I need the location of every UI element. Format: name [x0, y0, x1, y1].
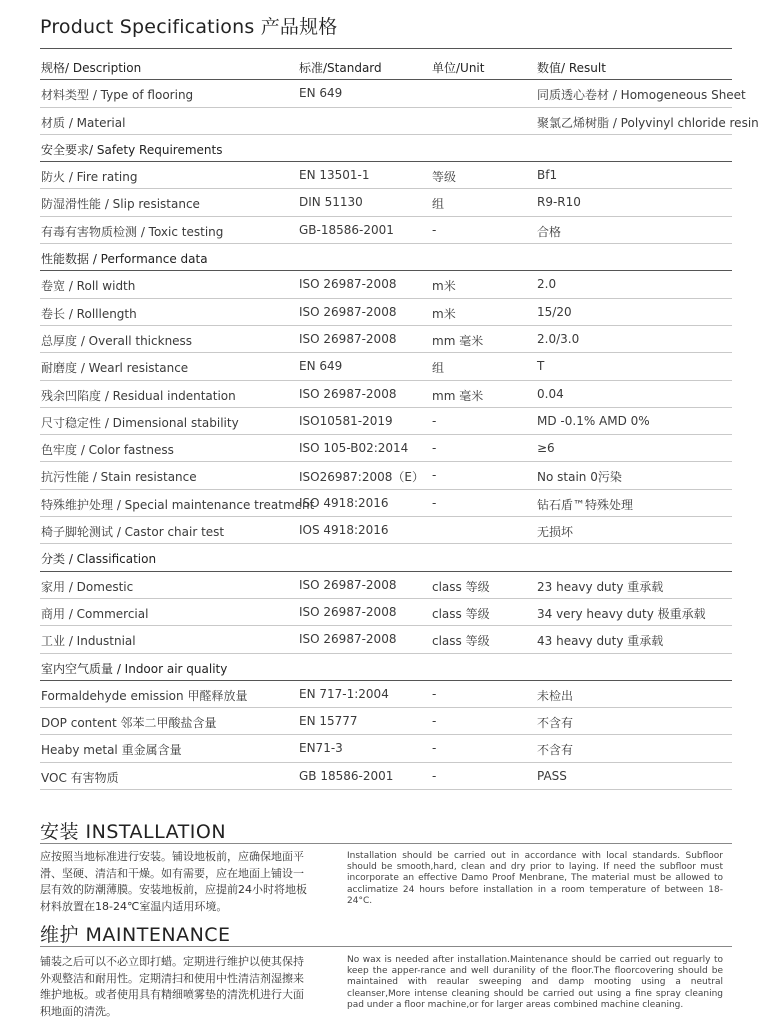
- cell-unit: class 等级: [432, 634, 490, 649]
- cell-result: 不含有: [537, 716, 574, 731]
- cell-description: 尺寸稳定性 / Dimensional stability: [41, 415, 239, 430]
- cell-standard: GB-18586-2001: [299, 222, 394, 237]
- table-row: [40, 735, 732, 762]
- installation-divider: [40, 843, 732, 844]
- cell-description: 耐磨度 / Wearl resistance: [41, 361, 189, 376]
- cell-standard: ISO 26987-2008: [299, 604, 397, 619]
- cell-description: 防火 / Fire rating: [41, 170, 138, 185]
- section-heading: 分类 / Classification: [41, 552, 157, 567]
- cell-description: 家用 / Domestic: [41, 579, 134, 594]
- cell-result: 2.0: [537, 277, 557, 292]
- cell-standard: EN 717-1:2004: [299, 686, 389, 701]
- table-row: [40, 681, 732, 708]
- cell-unit: -: [432, 714, 437, 729]
- cell-unit: -: [432, 468, 437, 483]
- table-body: [40, 80, 759, 790]
- top-divider: [40, 48, 732, 49]
- cell-description: 卷长 / Rolllength: [41, 306, 137, 321]
- table-row: [40, 708, 732, 735]
- installation-en-text: Installation should be carried out in accordance with local standards. Subfloor should be smooth,hard, clean and dry prior to laying. If need the subfloor must incorporate an effective Damo Proof Menbrane, The material must be allowed to acclimatize 24 hours before installation in a room temperature of between 18-24°C.: [347, 851, 723, 906]
- table-header: [40, 53, 732, 80]
- installation-zh-text: 应按照当地标准进行安装。铺设地板前，应确保地面平滑、坚硬、清洁和干燥。如有需要，应在地面上铺设一层有效的防潮薄膜。安装地板前，应提前24小时将地板材料放置在18-24℃室温内适用环境。: [40, 850, 307, 913]
- table-row: [40, 189, 732, 216]
- table-row: [40, 108, 759, 135]
- header-standard: 标准/Standard: [299, 61, 382, 75]
- table-row: [40, 326, 732, 353]
- cell-description: 工业 / Industnial: [41, 634, 136, 649]
- cell-description: 残余凹陷度 / Residual indentation: [41, 388, 236, 403]
- cell-standard: EN71-3: [299, 741, 343, 756]
- cell-unit: -: [432, 768, 437, 783]
- cell-description: 椅子脚轮测试 / Castor chair test: [41, 525, 225, 540]
- maintenance-title: 维护 MAINTENANCE: [40, 924, 231, 946]
- cell-result: T: [537, 359, 545, 374]
- maintenance-divider: [40, 946, 732, 947]
- table-row: [40, 626, 732, 653]
- section-row: [40, 244, 732, 271]
- cell-unit: -: [432, 686, 437, 701]
- cell-standard: ISO 26987-2008: [299, 277, 397, 292]
- cell-result: 钻石盾™特殊处理: [537, 497, 634, 512]
- cell-standard: ISO26987:2008（E）: [299, 470, 424, 485]
- spec-table: [40, 53, 759, 790]
- cell-standard: EN 13501-1: [299, 168, 370, 183]
- cell-description: 色牢度 / Color fastness: [41, 443, 174, 458]
- cell-standard: ISO 4918:2016: [299, 495, 389, 510]
- cell-result: 无损坏: [537, 525, 574, 540]
- cell-result: 15/20: [537, 304, 572, 319]
- cell-result: 34 very heavy duty 极重承载: [537, 606, 706, 621]
- cell-description: 抗污性能 / Stain resistance: [41, 470, 197, 485]
- cell-unit: class 等级: [432, 606, 490, 621]
- cell-standard: EN 649: [299, 86, 343, 101]
- cell-description: 材料类型 / Type of flooring: [41, 88, 194, 103]
- table-row: [40, 408, 732, 435]
- cell-unit: class 等级: [432, 579, 490, 594]
- maintenance-en-text: No wax is needed after installation.Maintenance should be carried out reguarly to keep the apper-rance and well duranility of the floor.The floorcovering should be maintained with reaular sweeping and damp mooting using a neutral cleanser,More intense cleaning should be carried out using a fine spray cleaning pad under a floor machine,or for larger areas combined machine cleaning.: [347, 955, 723, 1010]
- table-row: [40, 217, 732, 244]
- cell-description: 有毒有害物质检测 / Toxic testing: [41, 224, 224, 239]
- cell-unit: -: [432, 441, 437, 456]
- table-row: [40, 353, 732, 380]
- cell-standard: ISO 105-B02:2014: [299, 441, 409, 456]
- table-row: [40, 763, 732, 790]
- cell-unit: mm 毫米: [432, 388, 484, 403]
- cell-result: PASS: [537, 768, 567, 783]
- table-row: [40, 572, 732, 599]
- section-heading: 安全要求/ Safety Requirements: [41, 142, 223, 157]
- cell-unit: -: [432, 495, 437, 510]
- cell-unit: 组: [432, 197, 445, 212]
- cell-result: 23 heavy duty 重承载: [537, 579, 664, 594]
- cell-standard: ISO 26987-2008: [299, 577, 397, 592]
- table-row: [40, 435, 732, 462]
- installation-title: 安装 INSTALLATION: [40, 821, 227, 843]
- cell-result: 0.04: [537, 386, 564, 401]
- cell-standard: IOS 4918:2016: [299, 523, 389, 538]
- cell-result: 未检出: [537, 688, 574, 703]
- page-title: Product Specifications 产品规格: [40, 16, 338, 38]
- table-row: [40, 517, 732, 544]
- cell-result: Bf1: [537, 168, 558, 183]
- cell-result: 合格: [537, 224, 562, 239]
- header-description: 规格/ Description: [41, 61, 142, 75]
- cell-description: 总厚度 / Overall thickness: [41, 333, 193, 348]
- table-row: [40, 299, 732, 326]
- cell-description: Heaby metal 重金属含量: [41, 743, 182, 758]
- cell-description: 特殊维护处理 / Special maintenance treatment: [41, 497, 315, 512]
- cell-unit: -: [432, 741, 437, 756]
- table-row: [40, 381, 732, 408]
- section-heading: 室内空气质量 / Indoor air quality: [41, 661, 228, 676]
- table-row: [40, 490, 732, 517]
- cell-description: Formaldehyde emission 甲醛释放量: [41, 688, 248, 703]
- section-row: [40, 135, 732, 162]
- cell-standard: GB 18586-2001: [299, 768, 394, 783]
- cell-standard: ISO10581-2019: [299, 413, 393, 428]
- cell-result: ≥6: [537, 441, 555, 456]
- maintenance-zh-text: 铺装之后可以不必立即打蜡。定期进行维护以使其保持外观整洁和耐用性。定期清扫和使用中性清洁剂湿擦来维护地板。或者使用具有精细喷雾垫的清洗机进行大面积地面的清洗。: [40, 955, 304, 1018]
- cell-standard: DIN 51130: [299, 195, 363, 210]
- cell-standard: ISO 26987-2008: [299, 632, 397, 647]
- cell-description: VOC 有害物质: [41, 770, 119, 785]
- cell-result: 43 heavy duty 重承载: [537, 634, 664, 649]
- cell-result: 聚氯乙烯树脂 / Polyvinyl chloride resin: [537, 115, 759, 130]
- cell-description: 材质 / Material: [41, 115, 126, 130]
- cell-result: No stain 0污染: [537, 470, 622, 485]
- cell-standard: EN 649: [299, 359, 343, 374]
- cell-unit: -: [432, 222, 437, 237]
- cell-result: 不含有: [537, 743, 574, 758]
- cell-standard: EN 15777: [299, 714, 358, 729]
- cell-standard: ISO 26987-2008: [299, 386, 397, 401]
- cell-description: 卷宽 / Roll width: [41, 279, 136, 294]
- cell-unit: 组: [432, 361, 445, 376]
- cell-unit: m米: [432, 306, 456, 321]
- section-row: [40, 654, 732, 681]
- cell-result: 同质透心卷材 / Homogeneous Sheet: [537, 88, 746, 103]
- cell-unit: m米: [432, 279, 456, 294]
- table-row: [40, 80, 746, 107]
- cell-description: 防湿滑性能 / Slip resistance: [41, 197, 200, 212]
- header-result: 数值/ Result: [537, 61, 606, 75]
- table-row: [40, 462, 732, 489]
- table-row: [40, 599, 732, 626]
- table-row: [40, 162, 732, 189]
- section-heading: 性能数据 / Performance data: [41, 252, 208, 267]
- section-row: [40, 544, 732, 571]
- cell-standard: ISO 26987-2008: [299, 304, 397, 319]
- table-row: [40, 271, 732, 298]
- cell-unit: -: [432, 413, 437, 428]
- cell-description: DOP content 邻苯二甲酸盐含量: [41, 716, 217, 731]
- header-unit: 单位/Unit: [432, 61, 485, 75]
- cell-unit: mm 毫米: [432, 333, 484, 348]
- cell-description: 商用 / Commercial: [41, 606, 149, 621]
- cell-result: R9-R10: [537, 195, 581, 210]
- cell-result: MD -0.1% AMD 0%: [537, 413, 650, 428]
- cell-result: 2.0/3.0: [537, 331, 580, 346]
- cell-unit: 等级: [432, 170, 457, 185]
- cell-standard: ISO 26987-2008: [299, 331, 397, 346]
